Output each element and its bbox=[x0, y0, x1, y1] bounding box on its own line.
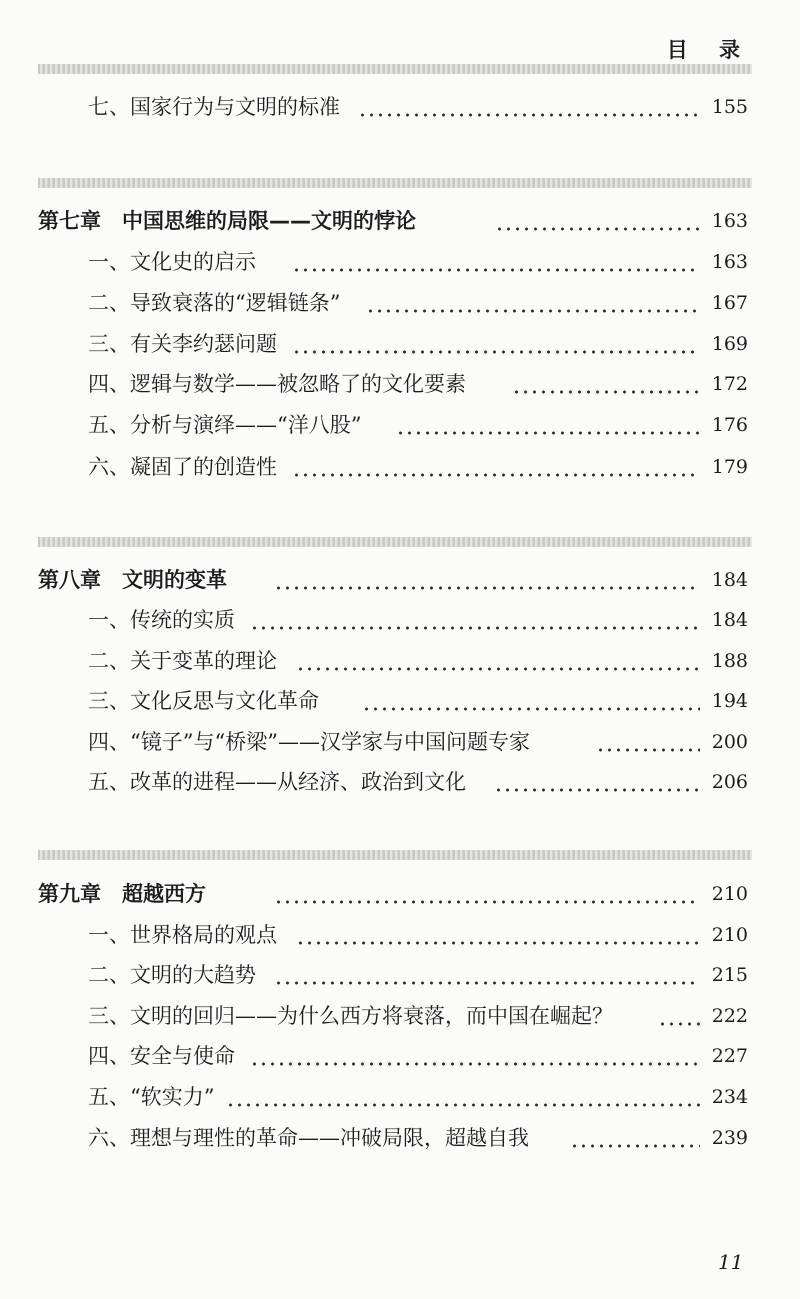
entry-page: 172 bbox=[711, 373, 748, 395]
divider-band bbox=[38, 178, 752, 188]
entry-page: 163 bbox=[711, 210, 748, 232]
entry-page: 163 bbox=[711, 251, 748, 273]
entry-title: 四、逻辑与数学——被忽略了的文化要素 bbox=[88, 372, 466, 396]
toc-entry[interactable] bbox=[0, 1039, 800, 1073]
leader-dots bbox=[296, 918, 700, 952]
entry-title: 五、改革的进程——从经济、政治到文化 bbox=[88, 770, 466, 794]
entry-page: 234 bbox=[711, 1086, 748, 1108]
entry-title: 二、关于变革的理论 bbox=[88, 649, 277, 673]
entry-page: 210 bbox=[711, 924, 748, 946]
toc-entry[interactable] bbox=[0, 1121, 800, 1155]
entry-page: 179 bbox=[711, 456, 748, 478]
chapter-title: 第九章 超越西方 bbox=[38, 882, 206, 906]
entry-title: 五、分析与演绎——“洋八股” bbox=[88, 413, 362, 437]
toc-entry[interactable] bbox=[0, 408, 800, 442]
toc-entry[interactable] bbox=[0, 1080, 800, 1114]
leader-dots bbox=[596, 725, 700, 759]
entry-page: 167 bbox=[711, 292, 748, 314]
leader-dots bbox=[494, 765, 700, 799]
entry-title: 五、“软实力” bbox=[88, 1085, 215, 1109]
leader-dots bbox=[250, 603, 700, 637]
entry-title: 四、安全与使命 bbox=[88, 1044, 235, 1068]
entry-page: 155 bbox=[711, 96, 748, 118]
leader-dots bbox=[570, 1121, 700, 1155]
entry-title: 三、文化反思与文化革命 bbox=[88, 689, 319, 713]
toc-entry[interactable] bbox=[0, 367, 800, 401]
leader-dots bbox=[296, 644, 700, 678]
entry-title: 六、凝固了的创造性 bbox=[88, 455, 277, 479]
entry-page: 222 bbox=[711, 1005, 748, 1027]
toc-entry[interactable] bbox=[0, 245, 800, 279]
entry-page: 194 bbox=[711, 690, 748, 712]
entry-page: 210 bbox=[711, 883, 748, 905]
toc-heading: 目 录 bbox=[666, 38, 752, 62]
leader-dots bbox=[274, 877, 700, 911]
leader-dots bbox=[292, 450, 700, 484]
entry-page: 176 bbox=[711, 414, 748, 436]
leader-dots bbox=[250, 1039, 700, 1073]
toc-entry[interactable] bbox=[0, 918, 800, 952]
toc-chapter-entry[interactable] bbox=[0, 563, 800, 597]
entry-title: 七、国家行为与文明的标准 bbox=[88, 95, 340, 119]
entry-title: 三、有关李约瑟问题 bbox=[88, 332, 277, 356]
header-texture-band bbox=[38, 64, 752, 74]
entry-page: 239 bbox=[711, 1127, 748, 1149]
chapter-title: 第八章 文明的变革 bbox=[38, 568, 227, 592]
leader-dots bbox=[362, 684, 700, 718]
page-number: 11 bbox=[718, 1250, 744, 1274]
toc-entry[interactable] bbox=[0, 725, 800, 759]
toc-entry[interactable] bbox=[0, 684, 800, 718]
leader-dots bbox=[495, 204, 700, 238]
toc-entry[interactable] bbox=[0, 999, 800, 1033]
entry-title: 一、世界格局的观点 bbox=[88, 923, 277, 947]
leader-dots bbox=[292, 245, 700, 279]
divider-band bbox=[38, 850, 752, 860]
entry-title: 三、文明的回归——为什么西方将衰落，而中国在崛起？ bbox=[88, 1004, 613, 1028]
leader-dots bbox=[366, 286, 700, 320]
entry-title: 一、传统的实质 bbox=[88, 608, 235, 632]
leader-dots bbox=[226, 1080, 700, 1114]
entry-title: 二、文明的大趋势 bbox=[88, 963, 256, 987]
entry-title: 二、导致衰落的“逻辑链条” bbox=[88, 291, 341, 315]
entry-page: 169 bbox=[711, 333, 748, 355]
toc-chapter-entry[interactable] bbox=[0, 877, 800, 911]
entry-page: 188 bbox=[711, 650, 748, 672]
entry-page: 206 bbox=[711, 771, 748, 793]
toc-chapter-entry[interactable] bbox=[0, 204, 800, 238]
leader-dots bbox=[292, 327, 700, 361]
leader-dots bbox=[274, 563, 700, 597]
leader-dots bbox=[358, 90, 700, 124]
entry-page: 200 bbox=[711, 731, 748, 753]
entry-page: 227 bbox=[711, 1045, 748, 1067]
leader-dots bbox=[658, 999, 700, 1033]
toc-entry[interactable] bbox=[0, 90, 800, 124]
entry-title: 四、“镜子”与“桥梁”——汉学家与中国问题专家 bbox=[88, 730, 530, 754]
toc-entry[interactable] bbox=[0, 450, 800, 484]
divider-band bbox=[38, 537, 752, 547]
leader-dots bbox=[274, 958, 700, 992]
toc-entry[interactable] bbox=[0, 765, 800, 799]
toc-entry[interactable] bbox=[0, 286, 800, 320]
toc-entry[interactable] bbox=[0, 644, 800, 678]
toc-entry[interactable] bbox=[0, 327, 800, 361]
entry-title: 一、文化史的启示 bbox=[88, 250, 256, 274]
toc-entry[interactable] bbox=[0, 958, 800, 992]
entry-page: 184 bbox=[711, 569, 748, 591]
entry-page: 215 bbox=[711, 964, 748, 986]
leader-dots bbox=[396, 408, 700, 442]
entry-title: 六、理想与理性的革命——冲破局限，超越自我 bbox=[88, 1126, 529, 1150]
leader-dots bbox=[512, 367, 700, 401]
chapter-title: 第七章 中国思维的局限——文明的悖论 bbox=[38, 209, 416, 233]
toc-entry[interactable] bbox=[0, 603, 800, 637]
entry-page: 184 bbox=[711, 609, 748, 631]
